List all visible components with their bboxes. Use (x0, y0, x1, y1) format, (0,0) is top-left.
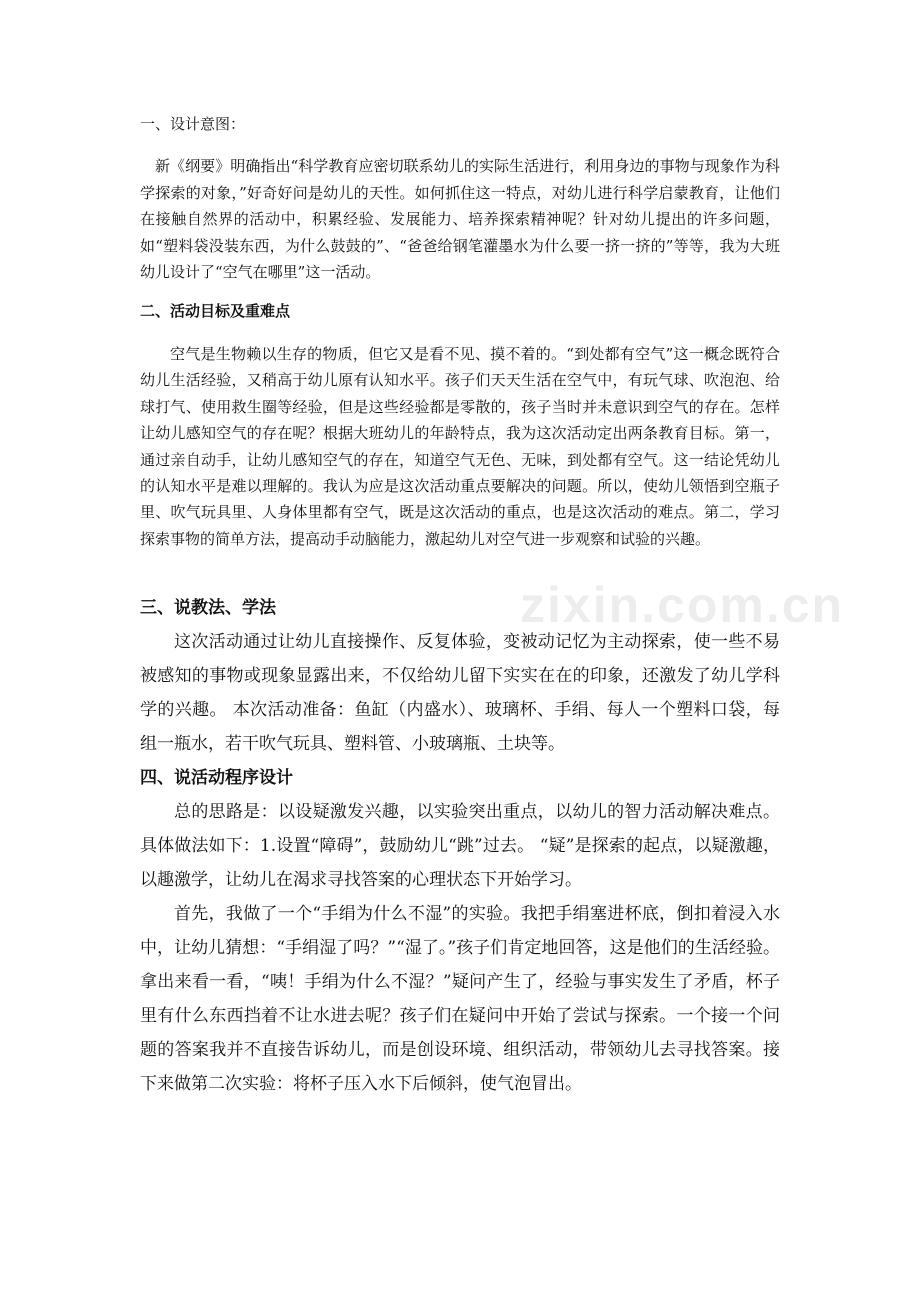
section2-paragraph: 空气是生物赖以生存的物质，但它又是看不见、摸不着的。“到处都有空气”这一概念既符合幼儿生活经验，又稍高于幼儿原有认知水平。孩子们天天生活在空气中，有玩气球、吹泡泡、给球打气、使用救生圈等经验，但是这些经验都是零散的，孩子当时并未意识到空气的存在。怎样让幼儿感知空气的存在呢？根据大班幼儿的年龄特点，我为这次活动定出两条教育目标。第一，通过亲自动手，让幼儿感知空气的存在，知道空气无色、无味，到处都有空气。这一结论凭幼儿的认知水平是难以理解的。我认为应是这次活动重点要解决的问题。所以，使幼儿领悟到空瓶子里、吹气玩具里、人身体里都有空气，既是这次活动的重点，也是这次活动的难点。第二，学习探索事物的简单方法，提高动手动脑能力，激起幼儿对空气进一步观察和试验的兴趣。 (140, 345, 780, 548)
section4-paragraph-1: 总的思路是：以设疑激发兴趣，以实验突出重点，以幼儿的智力活动解决难点。具体做法如下：1.设置“障碍”，鼓励幼儿“跳”过去。 “疑”是探索的起点，以疑激趣，以趣激学，让幼儿在渴求寻找答案的心理状态下开始学习。 (140, 802, 780, 890)
section2-heading: 二、活动目标及重难点 (140, 302, 291, 320)
section3-heading: 三、说教法、学法 (140, 598, 276, 618)
section4-heading: 四、说活动程序设计 (140, 768, 293, 788)
watermark-logo: zixin.com.cn (520, 577, 845, 633)
section1-heading: 一、设计意图： (140, 115, 246, 133)
section3-paragraph: 这次活动通过让幼儿直接操作、反复体验，变被动记忆为主动探索，使一些不易被感知的事物或现象显露出来，不仅给幼儿留下实实在在的印象，还激发了幼儿学科学的兴趣。 本次活动准备：鱼缸（内盛水）、玻璃杯、手绢、每人一个塑料口袋，每组一瓶水，若干吹气玩具、塑料管、小玻璃瓶、土块等。 (140, 632, 780, 754)
section4-paragraph-2: 首先，我做了一个“手绢为什么不湿”的实验。我把手绢塞进杯底，倒扣着浸入水中，让幼儿猜想：“手绢湿了吗？”“湿了。”孩子们肯定地回答，这是他们的生活经验。拿出来看一看，“咦！手绢为什么不湿？”疑问产生了，经验与事实发生了矛盾，杯子里有什么东西挡着不让水进去呢？孩子们在疑问中开始了尝试与探索。一个接一个问题的答案我并不直接告诉幼儿，而是创设环境、组织活动，带领幼儿去寻找答案。接下来做第二次实验：将杯子压入水下后倾斜，使气泡冒出。 (140, 904, 780, 1094)
section1-paragraph: 新《纲要》明确指出“科学教育应密切联系幼儿的实际生活进行，利用身边的事物与现象作为科学探索的对象，”好奇好问是幼儿的天性。如何抓住这一特点，对幼儿进行科学启蒙教育，让他们在接触自然界的活动中，积累经验、发展能力、培养探索精神呢？针对幼儿提出的许多问题，如“塑料袋没装东西，为什么鼓鼓的”、“爸爸给钢笔灌墨水为什么要一挤一挤的”等等，我为大班幼儿设计了“空气在哪里”这一活动。 (140, 157, 780, 281)
